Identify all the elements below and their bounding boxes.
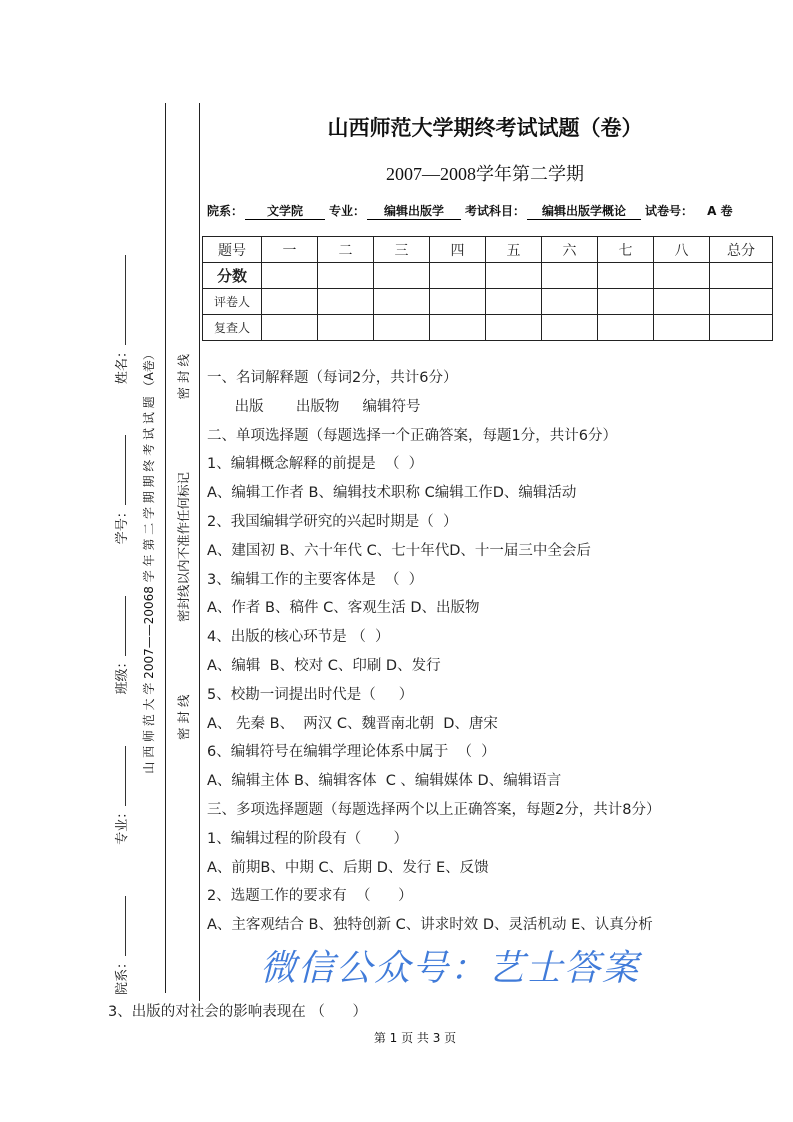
score-cell[interactable] [710, 315, 773, 341]
row-header: 分数 [203, 263, 262, 289]
score-cell[interactable] [374, 263, 430, 289]
score-cell[interactable] [486, 289, 542, 315]
score-cell[interactable] [318, 289, 374, 315]
field-major[interactable]: 专业： [111, 746, 130, 845]
column-header: 总分 [710, 237, 773, 263]
overflow-question: 3、出版的对社会的影响表现在 （ ） [108, 1004, 367, 1020]
seal-line-top: 密 封 线 [176, 354, 191, 400]
question-line: A、编辑主体 B、编辑客体 C 、编辑媒体 D、编辑语言 [207, 773, 562, 790]
column-header: 八 [654, 237, 710, 263]
field-dept[interactable]: 院系： [111, 896, 130, 995]
binding-line-outer [165, 103, 166, 993]
score-cell[interactable] [374, 289, 430, 315]
score-cell[interactable] [542, 315, 598, 341]
seal-notes [174, 354, 192, 740]
question-line: 6、编辑符号在编辑学理论体系中属于 （ ） [207, 744, 496, 761]
seal-line-bottom: 密 封 线 [176, 694, 191, 740]
seal-warning: 密封线以内不准作任何标记 [176, 472, 191, 623]
question-line: A、编辑工作者 B、编辑技术职称 C编辑工作D、编辑活动 [207, 485, 577, 502]
score-cell[interactable] [654, 289, 710, 315]
table-row [203, 289, 773, 315]
score-cell[interactable] [598, 263, 654, 289]
exam-caption-vertical: 山 西 师 范 大 学 2007——20068 学 年 第 二 学 期 期 终 考 试 试 题 （A卷） [141, 348, 156, 774]
exam-term: 2007—2008学年第二学期 [386, 164, 584, 184]
column-header: 二 [318, 237, 374, 263]
score-cell[interactable] [710, 289, 773, 315]
question-line: 2、选题工作的要求有 （ ） [207, 888, 413, 905]
question-line: A、前期B、中期 C、后期 D、发行 E、反馈 [207, 859, 489, 876]
score-cell[interactable] [318, 315, 374, 341]
question-line: 4、出版的核心环节是 （ ） [207, 629, 390, 646]
exam-title: 山西师范大学期终考试试题（卷） [327, 115, 643, 140]
watermark: 微信公众号：艺士答案 [260, 948, 641, 989]
question-line: A、主客观结合 B、独特创新 C、讲求时效 D、灵活机动 E、认真分析 [207, 917, 653, 934]
dept-value: 文学院 [245, 202, 325, 220]
score-cell[interactable] [318, 263, 374, 289]
row-header: 评卷人 [203, 289, 262, 315]
question-line: A、作者 B、稿件 C、客观生活 D、出版物 [207, 600, 480, 617]
score-cell[interactable] [598, 289, 654, 315]
score-cell[interactable] [654, 315, 710, 341]
question-line: 2、我国编辑学研究的兴起时期是（ ） [207, 514, 458, 530]
column-header: 七 [598, 237, 654, 263]
score-cell[interactable] [710, 263, 773, 289]
score-cell[interactable] [542, 289, 598, 315]
question-line: 1、编辑过程的阶段有（ ） [207, 830, 408, 847]
field-student-id[interactable]: 学号： [111, 435, 130, 544]
question-line: 5、校勘一词提出时代是（ ） [207, 686, 414, 703]
row-header: 复查人 [203, 315, 262, 341]
section-heading: 二、单项选择题（每题选择一个正确答案，每题1分，共计6分） [207, 427, 617, 444]
major-label: 专业： [329, 204, 366, 218]
column-header: 五 [486, 237, 542, 263]
score-cell[interactable] [374, 315, 430, 341]
score-cell[interactable] [430, 315, 486, 341]
student-info-fields [110, 255, 130, 995]
paper-label: 试卷号： [645, 204, 694, 218]
question-line: 1、编辑概念解释的前提是 （ ） [207, 456, 424, 473]
field-name[interactable]: 姓名： [111, 255, 130, 384]
question-line: A、编辑 B、校对 C、印刷 D、发行 [207, 658, 441, 674]
score-table [202, 236, 773, 341]
score-cell[interactable] [262, 263, 318, 289]
subject-label: 考试科目： [465, 204, 526, 218]
question-line: A、 先秦 B、 两汉 C、魏晋南北朝 D、唐宋 [207, 715, 498, 732]
exam-info-line [207, 202, 733, 220]
column-header: 四 [430, 237, 486, 263]
section-heading: 一、名词解释题（每词2分，共计6分） [207, 370, 458, 386]
column-header: 六 [542, 237, 598, 263]
row-header: 题号 [203, 237, 262, 263]
score-cell[interactable] [654, 263, 710, 289]
table-row [203, 263, 773, 289]
score-cell[interactable] [598, 315, 654, 341]
column-header: 一 [262, 237, 318, 263]
table-row [203, 315, 773, 341]
question-line: A、建国初 B、六十年代 C、七十年代D、十一届三中全会后 [207, 542, 591, 559]
question-line: 出版 出版物 编辑符号 [207, 398, 421, 415]
score-cell[interactable] [262, 289, 318, 315]
score-cell[interactable] [430, 289, 486, 315]
score-cell[interactable] [542, 263, 598, 289]
dept-label: 院系： [207, 204, 244, 218]
score-cell[interactable] [430, 263, 486, 289]
binding-line-inner [199, 103, 200, 1001]
score-cell[interactable] [486, 315, 542, 341]
paper-value: A 卷 [707, 204, 733, 218]
score-cell[interactable] [486, 263, 542, 289]
major-value: 编辑出版学 [367, 202, 461, 220]
table-row [203, 237, 773, 263]
section-heading: 三、多项选择题题（每题选择两个以上正确答案，每题2分，共计8分） [207, 802, 661, 818]
question-line: 3、编辑工作的主要客体是 （ ） [207, 571, 424, 588]
column-header: 三 [374, 237, 430, 263]
page-number: 第 1 页 共 3 页 [373, 1031, 457, 1045]
score-cell[interactable] [262, 315, 318, 341]
subject-value: 编辑出版学概论 [527, 202, 641, 220]
field-class[interactable]: 班级： [111, 596, 130, 695]
